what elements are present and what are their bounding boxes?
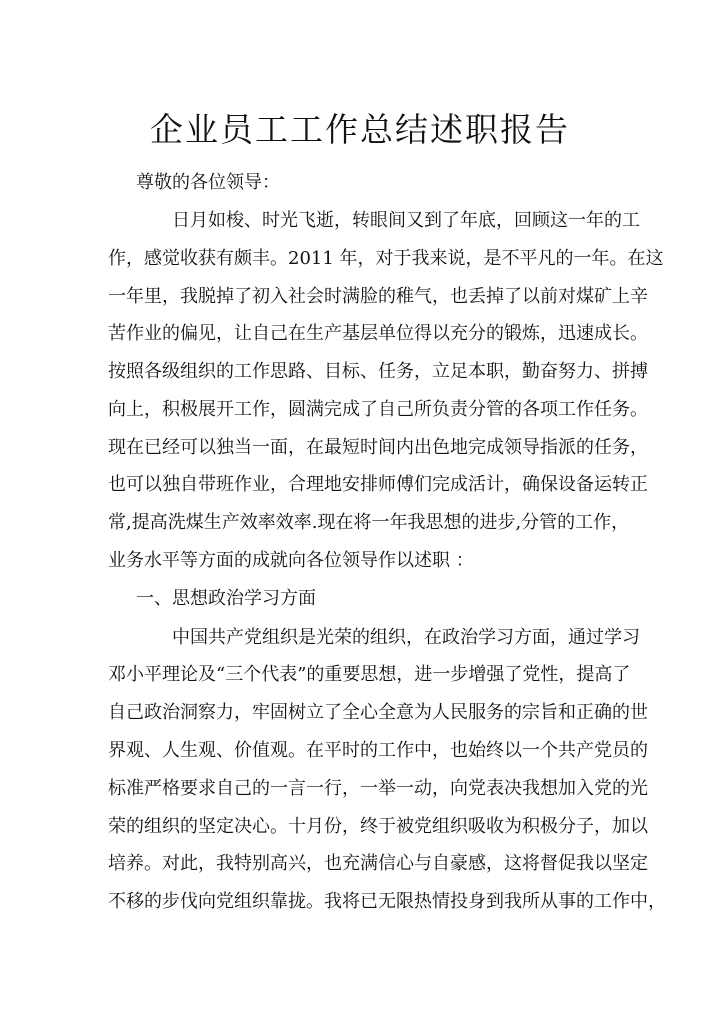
paragraph-1-line: 常,提高洗煤生产效率效率.现在将一年我思想的进步,分管的工作，: [108, 512, 630, 533]
paragraph-2-line: 中国共产党组织是光荣的组织，在政治学习方面，通过学习: [172, 627, 640, 648]
document-title: 企业员工工作总结述职报告: [150, 110, 570, 149]
paragraph-1-line: 作，感觉收获有颇丰。2011 年，对于我来说，是不平凡的一年。在这: [108, 248, 664, 269]
paragraph-2-line: 邓小平理论及“三个代表”的重要思想，进一步增强了党性，提高了: [108, 664, 631, 685]
paragraph-1-line: 现在已经可以独当一面，在最短时间内出色地完成领导指派的任务，: [108, 437, 648, 458]
paragraph-1-line: 也可以独自带班作业，合理地安排师傅们完成活计，确保设备运转正: [108, 474, 648, 495]
paragraph-2-line: 标准严格要求自己的一言一行，一举一动，向党表决我想加入党的光: [108, 778, 648, 799]
paragraph-2-line: 培养。对此，我特别高兴，也充满信心与自豪感，这将督促我以坚定: [108, 853, 648, 874]
section-heading: 一、思想政治学习方面: [136, 588, 316, 609]
paragraph-1-line: 苦作业的偏见，让自己在生产基层单位得以充分的锻炼，迅速成长。: [108, 323, 648, 344]
paragraph-2-line: 荣的组织的坚定决心。十月份，终于被党组织吸收为积极分子，加以: [108, 816, 648, 837]
paragraph-1-line: 业务水平等方面的成就向各位领导作以述职 ：: [108, 550, 474, 571]
paragraph-2-line: 自己政治洞察力，牢固树立了全心全意为人民服务的宗旨和正确的世: [108, 702, 648, 723]
paragraph-2-line: 界观、人生观、价值观。在平时的工作中，也始终以一个共产党员的: [108, 740, 648, 761]
paragraph-2-line: 不移的步伐向党组织靠拢。我将已无限热情投身到我所从事的工作中，: [108, 891, 666, 912]
paragraph-1-line: 日月如梭、时光飞逝，转眼间又到了年底，回顾这一年的工: [172, 210, 640, 231]
salutation: 尊敬的各位领导：: [136, 172, 280, 193]
paragraph-1-line: 按照各级组织的工作思路、目标、任务，立足本职，勤奋努力、拼搏: [108, 361, 648, 382]
paragraph-1-line: 一年里，我脱掉了初入社会时满脸的稚气，也丢掉了以前对煤矿上辛: [108, 286, 648, 307]
paragraph-1-line: 向上，积极展开工作，圆满完成了自己所负责分管的各项工作任务。: [108, 399, 648, 420]
